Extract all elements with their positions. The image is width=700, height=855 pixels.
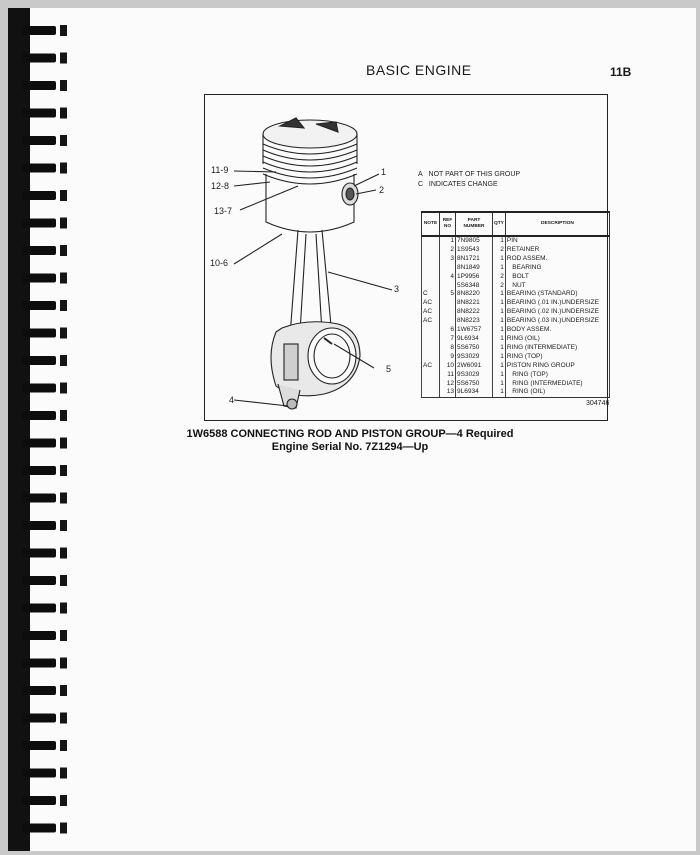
table-row bbox=[422, 236, 610, 246]
binding-coil bbox=[22, 26, 56, 35]
cell-qty: 1 bbox=[493, 326, 506, 335]
cell-qty: 1 bbox=[493, 299, 506, 308]
cell-note bbox=[422, 380, 440, 389]
cell-part: 8N8223 bbox=[456, 317, 493, 326]
cell-ref: 6 bbox=[440, 326, 456, 335]
cell-qty: 1 bbox=[493, 380, 506, 389]
table-row bbox=[422, 371, 610, 380]
binding-coil bbox=[22, 136, 56, 145]
cell-desc: BEARING (STANDARD) bbox=[505, 290, 609, 299]
binding-coil bbox=[22, 796, 56, 805]
cell-part: 9L6934 bbox=[456, 335, 493, 344]
cell-ref bbox=[440, 299, 456, 308]
callout-2: 2 bbox=[379, 185, 385, 195]
callout-3: 3 bbox=[394, 284, 400, 294]
cell-desc: BOLT bbox=[505, 273, 609, 282]
binding-hole bbox=[60, 410, 67, 421]
binding-hole bbox=[60, 108, 67, 119]
cell-ref bbox=[440, 308, 456, 317]
cell-desc: RING (INTERMEDIATE) bbox=[505, 380, 609, 389]
cell-desc: NUT bbox=[505, 282, 609, 291]
cell-part: 1P9956 bbox=[456, 273, 493, 282]
cell-note bbox=[422, 388, 440, 397]
binding-coil bbox=[22, 274, 56, 283]
page-number: 11B bbox=[610, 65, 632, 79]
col-part-number: PART NUMBER bbox=[456, 212, 493, 236]
table-row bbox=[422, 264, 610, 273]
section-title: BASIC ENGINE bbox=[366, 62, 472, 78]
cell-qty: 2 bbox=[493, 282, 506, 291]
cell-note bbox=[422, 246, 440, 255]
caption-serial: Engine Serial No. 7Z1294—Up bbox=[271, 441, 429, 453]
table-row bbox=[422, 344, 610, 353]
binding-hole bbox=[60, 465, 67, 476]
cell-qty: 1 bbox=[493, 308, 506, 317]
binding-coil bbox=[22, 191, 56, 200]
cell-note bbox=[422, 335, 440, 344]
cell-note bbox=[422, 371, 440, 380]
binding-hole bbox=[60, 135, 67, 146]
binding-coil bbox=[22, 631, 56, 640]
cell-part: 8N1849 bbox=[456, 264, 493, 273]
binding-hole bbox=[60, 713, 67, 724]
binding-hole bbox=[60, 273, 67, 284]
cell-desc: RING (TOP) bbox=[505, 371, 609, 380]
cell-qty: 1 bbox=[493, 388, 506, 397]
table-row bbox=[422, 335, 610, 344]
cell-ref bbox=[440, 264, 456, 273]
col-qty: QTY bbox=[493, 212, 506, 236]
cell-note bbox=[422, 326, 440, 335]
cell-ref bbox=[440, 317, 456, 326]
cell-qty: 2 bbox=[493, 246, 506, 255]
binding-hole bbox=[60, 823, 67, 834]
cell-qty: 1 bbox=[493, 236, 506, 246]
note-a: A NOT PART OF THIS GROUP bbox=[418, 171, 521, 178]
cell-part: 8N8221 bbox=[456, 299, 493, 308]
table-header-row bbox=[422, 212, 610, 236]
callout-13-7: 13-7 bbox=[214, 206, 233, 216]
cell-qty: 1 bbox=[493, 353, 506, 362]
binding-coil bbox=[22, 54, 56, 63]
parts-table bbox=[421, 211, 610, 398]
binding-hole bbox=[60, 383, 67, 394]
binding-coil bbox=[22, 109, 56, 118]
cell-note bbox=[422, 264, 440, 273]
cell-part: 5S6750 bbox=[456, 380, 493, 389]
cell-qty: 2 bbox=[493, 273, 506, 282]
binding-hole bbox=[60, 740, 67, 751]
cell-qty: 1 bbox=[493, 371, 506, 380]
cell-desc: RING (OIL) bbox=[505, 335, 609, 344]
cell-qty: 1 bbox=[493, 290, 506, 299]
binding-hole bbox=[60, 53, 67, 64]
binding-hole bbox=[60, 80, 67, 91]
piston-rod-drawing bbox=[204, 94, 414, 421]
cell-ref: 1 bbox=[440, 236, 456, 246]
binding-coil bbox=[22, 411, 56, 420]
cell-note: AC bbox=[422, 317, 440, 326]
cell-part: 8N8222 bbox=[456, 308, 493, 317]
cell-ref: 4 bbox=[440, 273, 456, 282]
table-row bbox=[422, 282, 610, 291]
cell-note bbox=[422, 273, 440, 282]
cell-ref: 5 bbox=[440, 290, 456, 299]
cell-desc: RING (OIL) bbox=[505, 388, 609, 397]
table-row bbox=[422, 380, 610, 389]
cell-qty: 1 bbox=[493, 317, 506, 326]
cell-note bbox=[422, 353, 440, 362]
binding-coil bbox=[22, 686, 56, 695]
table-row bbox=[422, 290, 610, 299]
cell-part: 8N8220 bbox=[456, 290, 493, 299]
cell-ref: 3 bbox=[440, 255, 456, 264]
cell-desc: BEARING (.03 IN.)UNDERSIZE bbox=[505, 317, 609, 326]
binding-hole bbox=[60, 300, 67, 311]
cell-note: C bbox=[422, 290, 440, 299]
col-description: DESCRIPTION bbox=[505, 212, 609, 236]
note-c: C INDICATES CHANGE bbox=[418, 181, 498, 188]
binding-coil bbox=[22, 384, 56, 393]
cell-ref: 11 bbox=[440, 371, 456, 380]
cell-note bbox=[422, 282, 440, 291]
cell-ref bbox=[440, 282, 456, 291]
binding-hole bbox=[60, 163, 67, 174]
cell-part: 5S6750 bbox=[456, 344, 493, 353]
binding-hole bbox=[60, 630, 67, 641]
binding-hole bbox=[60, 685, 67, 696]
cell-qty: 1 bbox=[493, 264, 506, 273]
cell-note bbox=[422, 255, 440, 264]
cell-desc: BODY ASSEM. bbox=[505, 326, 609, 335]
binding-coil bbox=[22, 301, 56, 310]
legend-notes bbox=[418, 170, 520, 190]
binding-hole bbox=[60, 218, 67, 229]
binding-coil bbox=[22, 741, 56, 750]
cell-desc: RING (INTERMEDIATE) bbox=[505, 344, 609, 353]
col-note: NOTE bbox=[422, 212, 440, 236]
binding-coil bbox=[22, 604, 56, 613]
cell-part: 2W6091 bbox=[456, 362, 493, 371]
table-row bbox=[422, 273, 610, 282]
caption-title: 1W6588 CONNECTING ROD AND PISTON GROUP—4 Required bbox=[186, 428, 514, 440]
col-ref: REF NO bbox=[440, 212, 456, 236]
binding-coil bbox=[22, 576, 56, 585]
cell-qty: 1 bbox=[493, 335, 506, 344]
binding-coil bbox=[22, 466, 56, 475]
binding-coil bbox=[22, 329, 56, 338]
cell-desc: RING (TOP) bbox=[505, 353, 609, 362]
callout-12-8: 12-8 bbox=[211, 181, 230, 191]
binding-coil bbox=[22, 659, 56, 668]
table-row bbox=[422, 353, 610, 362]
cell-ref: 10 bbox=[440, 362, 456, 371]
callout-4: 4 bbox=[229, 395, 235, 405]
table-row bbox=[422, 246, 610, 255]
binding-hole bbox=[60, 245, 67, 256]
cell-part: 9L6934 bbox=[456, 388, 493, 397]
binding-coil bbox=[22, 246, 56, 255]
cell-part: 9S3029 bbox=[456, 353, 493, 362]
cell-part: 9S3029 bbox=[456, 371, 493, 380]
cell-qty: 1 bbox=[493, 344, 506, 353]
callout-11-9: 11-9 bbox=[211, 165, 229, 175]
table-row bbox=[422, 388, 610, 397]
binding-coil bbox=[22, 714, 56, 723]
figure-number: 304746 bbox=[586, 400, 610, 407]
callout-1: 1 bbox=[381, 167, 387, 177]
cell-desc: ROD ASSEM. bbox=[505, 255, 609, 264]
cell-part: 1W6757 bbox=[456, 326, 493, 335]
cell-desc: BEARING (.01 IN.)UNDERSIZE bbox=[505, 299, 609, 308]
binding-coil bbox=[22, 356, 56, 365]
binding-coil bbox=[22, 164, 56, 173]
cell-ref: 13 bbox=[440, 388, 456, 397]
binding-hole bbox=[60, 328, 67, 339]
table-row bbox=[422, 255, 610, 264]
cell-part: 5S6348 bbox=[456, 282, 493, 291]
cell-desc: PIN bbox=[505, 236, 609, 246]
cell-note: AC bbox=[422, 362, 440, 371]
table-row bbox=[422, 362, 610, 371]
binding-hole bbox=[60, 190, 67, 201]
cell-part: 1S9543 bbox=[456, 246, 493, 255]
cell-part: 8N1721 bbox=[456, 255, 493, 264]
binding-coil bbox=[22, 81, 56, 90]
cell-desc: PISTON RING GROUP bbox=[505, 362, 609, 371]
callout-5: 5 bbox=[386, 364, 392, 374]
binding-hole bbox=[60, 548, 67, 559]
cell-ref: 7 bbox=[440, 335, 456, 344]
binding-hole bbox=[60, 25, 67, 36]
binding-coil bbox=[22, 521, 56, 530]
cell-desc: BEARING bbox=[505, 264, 609, 273]
binding-hole bbox=[60, 355, 67, 366]
binding-hole bbox=[60, 768, 67, 779]
cell-desc: RETAINER bbox=[505, 246, 609, 255]
cell-note bbox=[422, 344, 440, 353]
cell-part: 7N9805 bbox=[456, 236, 493, 246]
binding-coil bbox=[22, 219, 56, 228]
cell-qty: 1 bbox=[493, 255, 506, 264]
cell-note bbox=[422, 236, 440, 246]
binding-hole bbox=[60, 520, 67, 531]
cell-note: AC bbox=[422, 299, 440, 308]
binding-hole bbox=[60, 493, 67, 504]
cell-qty: 1 bbox=[493, 362, 506, 371]
table-row bbox=[422, 299, 610, 308]
binding-hole bbox=[60, 575, 67, 586]
cell-ref: 8 bbox=[440, 344, 456, 353]
cell-note: AC bbox=[422, 308, 440, 317]
binding-coil bbox=[22, 769, 56, 778]
binding-coil bbox=[22, 824, 56, 833]
binding-hole bbox=[60, 658, 67, 669]
binding-hole bbox=[60, 603, 67, 614]
callout-10-6: 10-6 bbox=[210, 258, 229, 268]
table-row bbox=[422, 317, 610, 326]
binding-coil bbox=[22, 494, 56, 503]
cell-desc: BEARING (.02 IN.)UNDERSIZE bbox=[505, 308, 609, 317]
binding-hole bbox=[60, 795, 67, 806]
cell-ref: 9 bbox=[440, 353, 456, 362]
binding-coil bbox=[22, 549, 56, 558]
table-row bbox=[422, 326, 610, 335]
cell-ref: 2 bbox=[440, 246, 456, 255]
cell-ref: 12 bbox=[440, 380, 456, 389]
table-row bbox=[422, 308, 610, 317]
